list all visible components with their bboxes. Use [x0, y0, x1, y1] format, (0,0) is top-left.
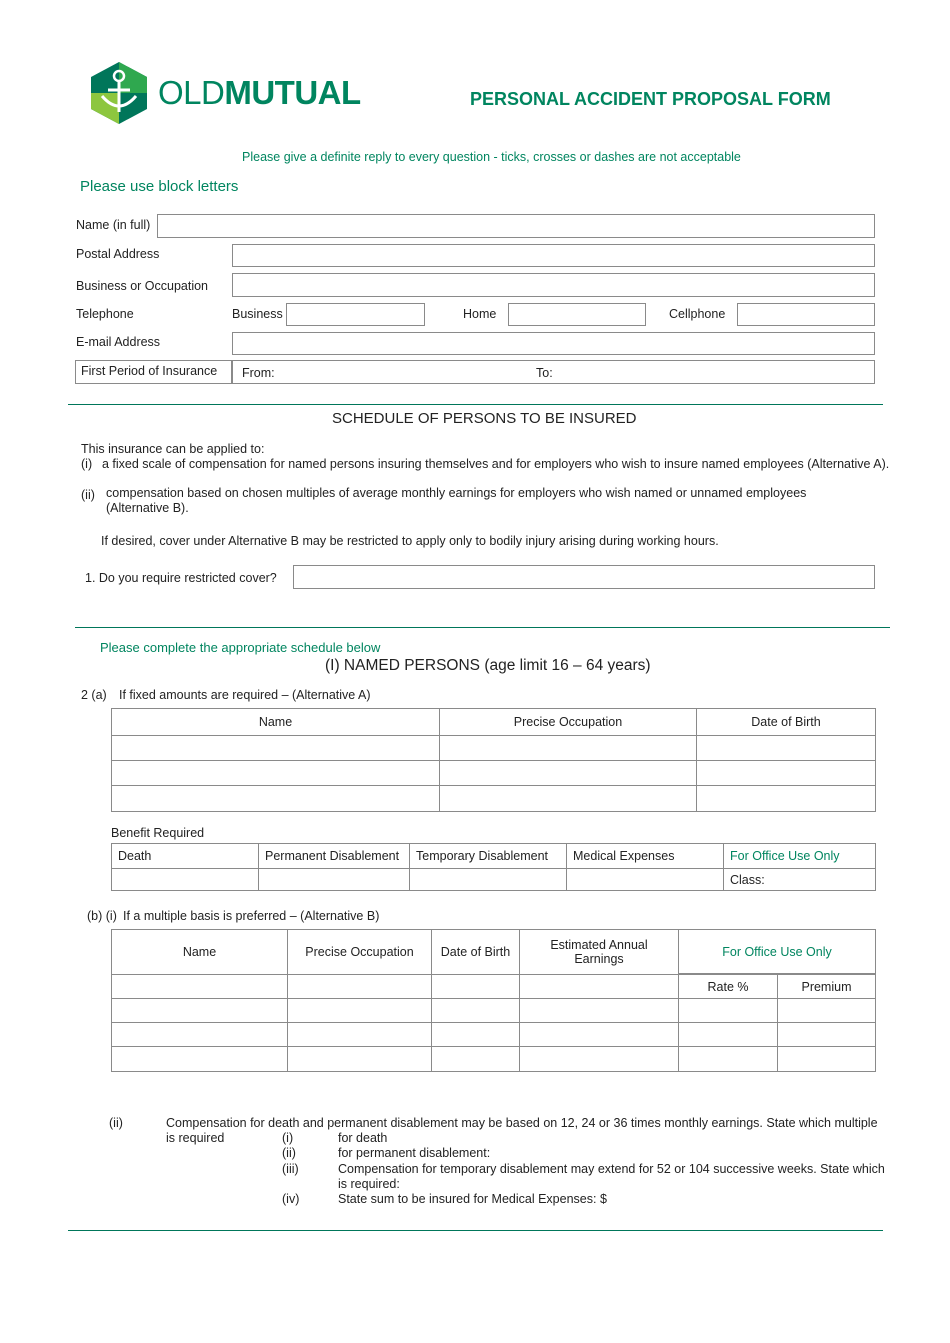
sub-item-text: for permanent disablement:	[338, 1146, 491, 1160]
benefit-table	[111, 843, 876, 891]
earnings-line2: Earnings	[574, 952, 624, 966]
occupation-label: Business or Occupation	[76, 279, 209, 293]
sub-item-text: is required:	[338, 1177, 400, 1191]
table-row	[112, 736, 876, 761]
table-row	[112, 999, 876, 1023]
table-row	[112, 1023, 876, 1047]
business-phone-label: Business	[232, 307, 283, 321]
restricted-cover-field[interactable]	[293, 565, 875, 589]
col-header-name: Name	[112, 709, 440, 736]
divider	[75, 627, 890, 628]
postal-address-label: Postal Address	[76, 247, 160, 261]
table-row	[112, 869, 876, 891]
col-header-name: Name	[112, 930, 288, 975]
alternative-a-table	[111, 708, 876, 812]
schedule-intro: This insurance can be applied to:	[81, 442, 265, 456]
insurance-period-label: First Period of Insurance	[81, 364, 218, 378]
brand-name-light: OLD	[158, 74, 225, 111]
benefit-permanent: Permanent Disablement	[259, 844, 410, 869]
earnings-line1: Estimated Annual	[550, 938, 648, 952]
business-phone-field[interactable]	[286, 303, 425, 326]
q2b-number: (b) (i)	[87, 909, 117, 923]
benefit-temporary: Temporary Disablement	[410, 844, 567, 869]
email-label: E-mail Address	[76, 335, 161, 349]
sub-item-number: (i)	[282, 1131, 294, 1145]
item-ii-text-line2: (Alternative B).	[106, 501, 189, 515]
name-label: Name (in full)	[76, 218, 151, 232]
occupation-field[interactable]	[232, 273, 875, 297]
table-row	[112, 761, 876, 786]
period-from-label: From:	[242, 366, 275, 380]
old-mutual-logo-icon	[88, 60, 150, 126]
q2b-text: If a multiple basis is preferred – (Alternative B)	[123, 909, 380, 923]
home-phone-field[interactable]	[508, 303, 646, 326]
section-ii-line1: Compensation for death and permanent disablement may be based on 12, 24 or 36 times monthly earnings. State which multiple	[166, 1116, 878, 1130]
name-field[interactable]	[157, 214, 875, 238]
col-header-occupation: Precise Occupation	[288, 930, 432, 975]
brand-wordmark	[158, 74, 361, 112]
table-row	[112, 786, 876, 812]
alternative-b-table	[111, 929, 876, 1072]
home-phone-label: Home	[463, 307, 497, 321]
instruction-text: Please give a definite reply to every question - ticks, crosses or dashes are not acceptable	[242, 150, 741, 164]
named-persons-title: (I) NAMED PERSONS (age limit 16 – 64 years)	[325, 657, 651, 674]
postal-address-field[interactable]	[232, 244, 875, 267]
restricted-cover-note: If desired, cover under Alternative B may be restricted to apply only to bodily injury arising during working hours.	[101, 534, 719, 548]
form-title: PERSONAL ACCIDENT PROPOSAL FORM	[470, 89, 831, 109]
section-ii-line2: is required	[166, 1131, 225, 1145]
brand-name-bold: MUTUAL	[224, 74, 361, 111]
q2a-text: If fixed amounts are required – (Alternative A)	[119, 688, 371, 702]
section-ii-number: (ii)	[109, 1116, 123, 1130]
class-label: Class:	[724, 869, 876, 891]
email-field[interactable]	[232, 332, 875, 355]
sub-item-number: (iv)	[282, 1192, 300, 1206]
schedule-title: SCHEDULE OF PERSONS TO BE INSURED	[332, 410, 637, 427]
telephone-label: Telephone	[76, 307, 134, 321]
rate-label: Rate %	[679, 975, 778, 999]
col-header-occupation: Precise Occupation	[440, 709, 697, 736]
sub-item-text: State sum to be insured for Medical Expenses: $	[338, 1192, 607, 1206]
col-header-earnings	[520, 930, 679, 975]
divider	[68, 404, 883, 405]
restricted-cover-question: 1. Do you require restricted cover?	[85, 571, 277, 585]
benefit-death: Death	[112, 844, 259, 869]
table-row	[112, 1047, 876, 1072]
complete-schedule-note: Please complete the appropriate schedule below	[100, 640, 381, 655]
sub-item-text: for death	[338, 1131, 388, 1145]
block-letters-note: Please use block letters	[80, 178, 239, 195]
divider	[68, 1230, 883, 1231]
item-ii-number: (ii)	[81, 488, 95, 502]
premium-label: Premium	[778, 975, 876, 999]
cellphone-field[interactable]	[737, 303, 875, 326]
benefit-required-label: Benefit Required	[111, 826, 205, 840]
benefit-medical: Medical Expenses	[567, 844, 724, 869]
item-ii-text-line1: compensation based on chosen multiples of average monthly earnings for employers who wish named or unnamed employees	[106, 486, 807, 500]
col-header-dob: Date of Birth	[697, 709, 876, 736]
insurance-period-field[interactable]	[232, 360, 875, 384]
sub-item-number: (ii)	[282, 1146, 296, 1160]
item-i-text: a fixed scale of compensation for named persons insuring themselves and for employers who wish to insure named employees (Alternative A).	[102, 457, 890, 471]
cellphone-label: Cellphone	[669, 307, 726, 321]
sub-item-number: (iii)	[282, 1162, 299, 1176]
col-header-dob: Date of Birth	[432, 930, 520, 975]
office-use-label: For Office Use Only	[679, 930, 876, 974]
q2a-number: 2 (a)	[81, 688, 107, 702]
office-use-label: For Office Use Only	[724, 844, 876, 869]
period-to-label: To:	[536, 366, 553, 380]
sub-item-text: Compensation for temporary disablement may extend for 52 or 104 successive weeks. State which	[338, 1162, 885, 1176]
item-i-number: (i)	[81, 457, 93, 471]
